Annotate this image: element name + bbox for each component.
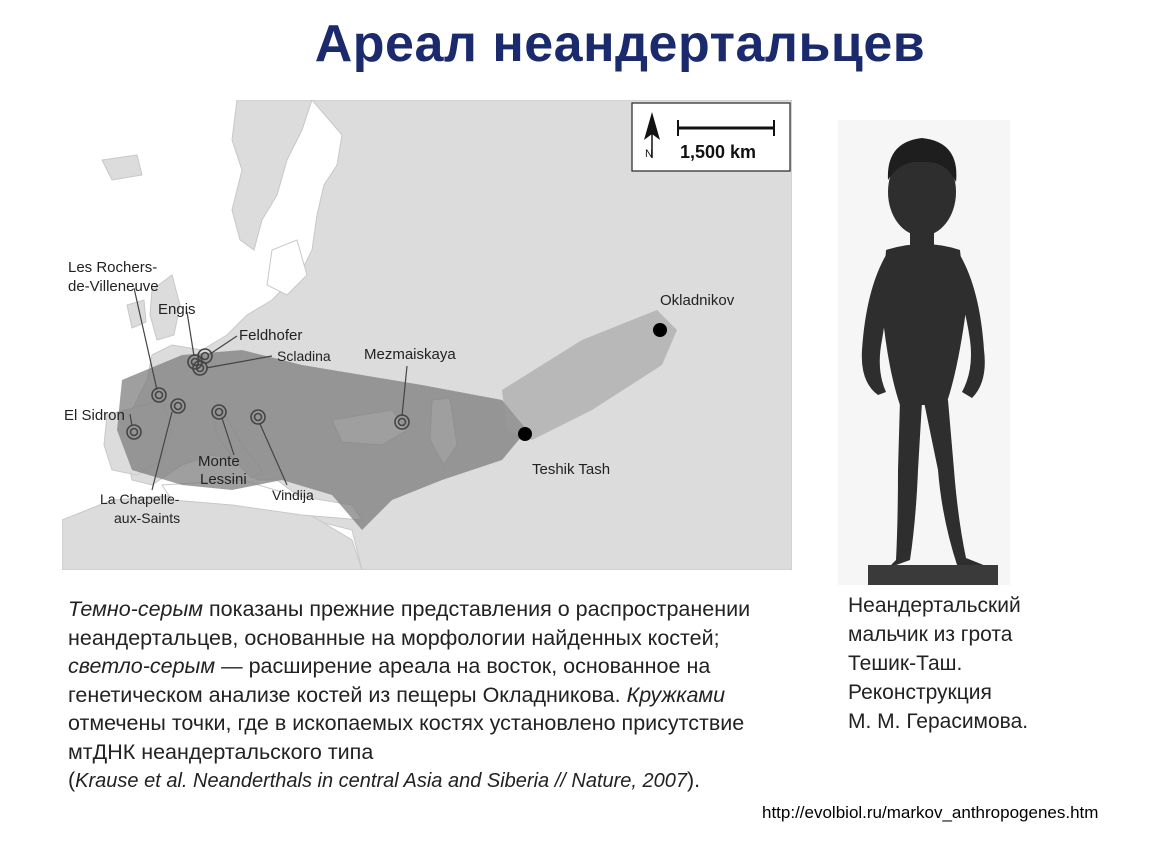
- portrait-caption: Неандертальский мальчик из грота Тешик-Таш. Реконструкция М. М. Герасимова.: [848, 594, 1029, 733]
- label-engis: Engis: [158, 301, 196, 318]
- label-la-chapelle-1: La Chapelle-: [100, 491, 180, 507]
- label-mezmaiskaya: Mezmaiskaya: [364, 346, 456, 363]
- label-les-rochers-2: de-Villeneuve: [68, 278, 159, 295]
- neanderthal-boy-photo: [838, 120, 1010, 585]
- label-la-chapelle-2: aux-Saints: [114, 510, 181, 526]
- label-monte-lessini-2: Lessini: [200, 471, 247, 488]
- site-marker-teshik-tash: [518, 427, 532, 441]
- label-scladina: Scladina: [277, 348, 331, 364]
- neanderthal-range-map: [62, 100, 792, 570]
- label-teshik-tash: Teshik Tash: [532, 461, 611, 478]
- figure-base: [868, 565, 998, 585]
- map-caption: Темно-серым показаны прежние представления о распространении неандертальцев, основанные на морфологии найденных костей; светло-серым — расширение ареала на восток, основанное на генетическом анализе костей из пещеры Окладникова. Кружками отмечены точки, где в ископаемых костях установлено присутствие мтДНК неандертальского типа (Krause et al. Neanderthals in central Asia and Siberia // Nature, 2007).: [68, 597, 751, 792]
- north-label: N: [645, 148, 653, 160]
- scale-label: 1,500 km: [680, 142, 757, 162]
- site-marker-okladnikov: [653, 323, 667, 337]
- label-feldhofer: Feldhofer: [239, 327, 303, 344]
- label-vindija: Vindija: [272, 487, 314, 503]
- label-monte-lessini-1: Monte: [198, 453, 240, 470]
- scale-box: [632, 103, 790, 171]
- citation: Krause et al. Neanderthals in central Asia and Siberia // Nature, 2007: [75, 770, 688, 792]
- label-okladnikov: Okladnikov: [660, 292, 735, 309]
- label-el-sidron: El Sidron: [64, 407, 125, 424]
- page-title: Ареал неандертальцев: [314, 15, 926, 73]
- source-url: http://evolbiol.ru/markov_anthropogenes.htm: [762, 803, 1099, 822]
- label-les-rochers-1: Les Rochers-: [68, 259, 158, 276]
